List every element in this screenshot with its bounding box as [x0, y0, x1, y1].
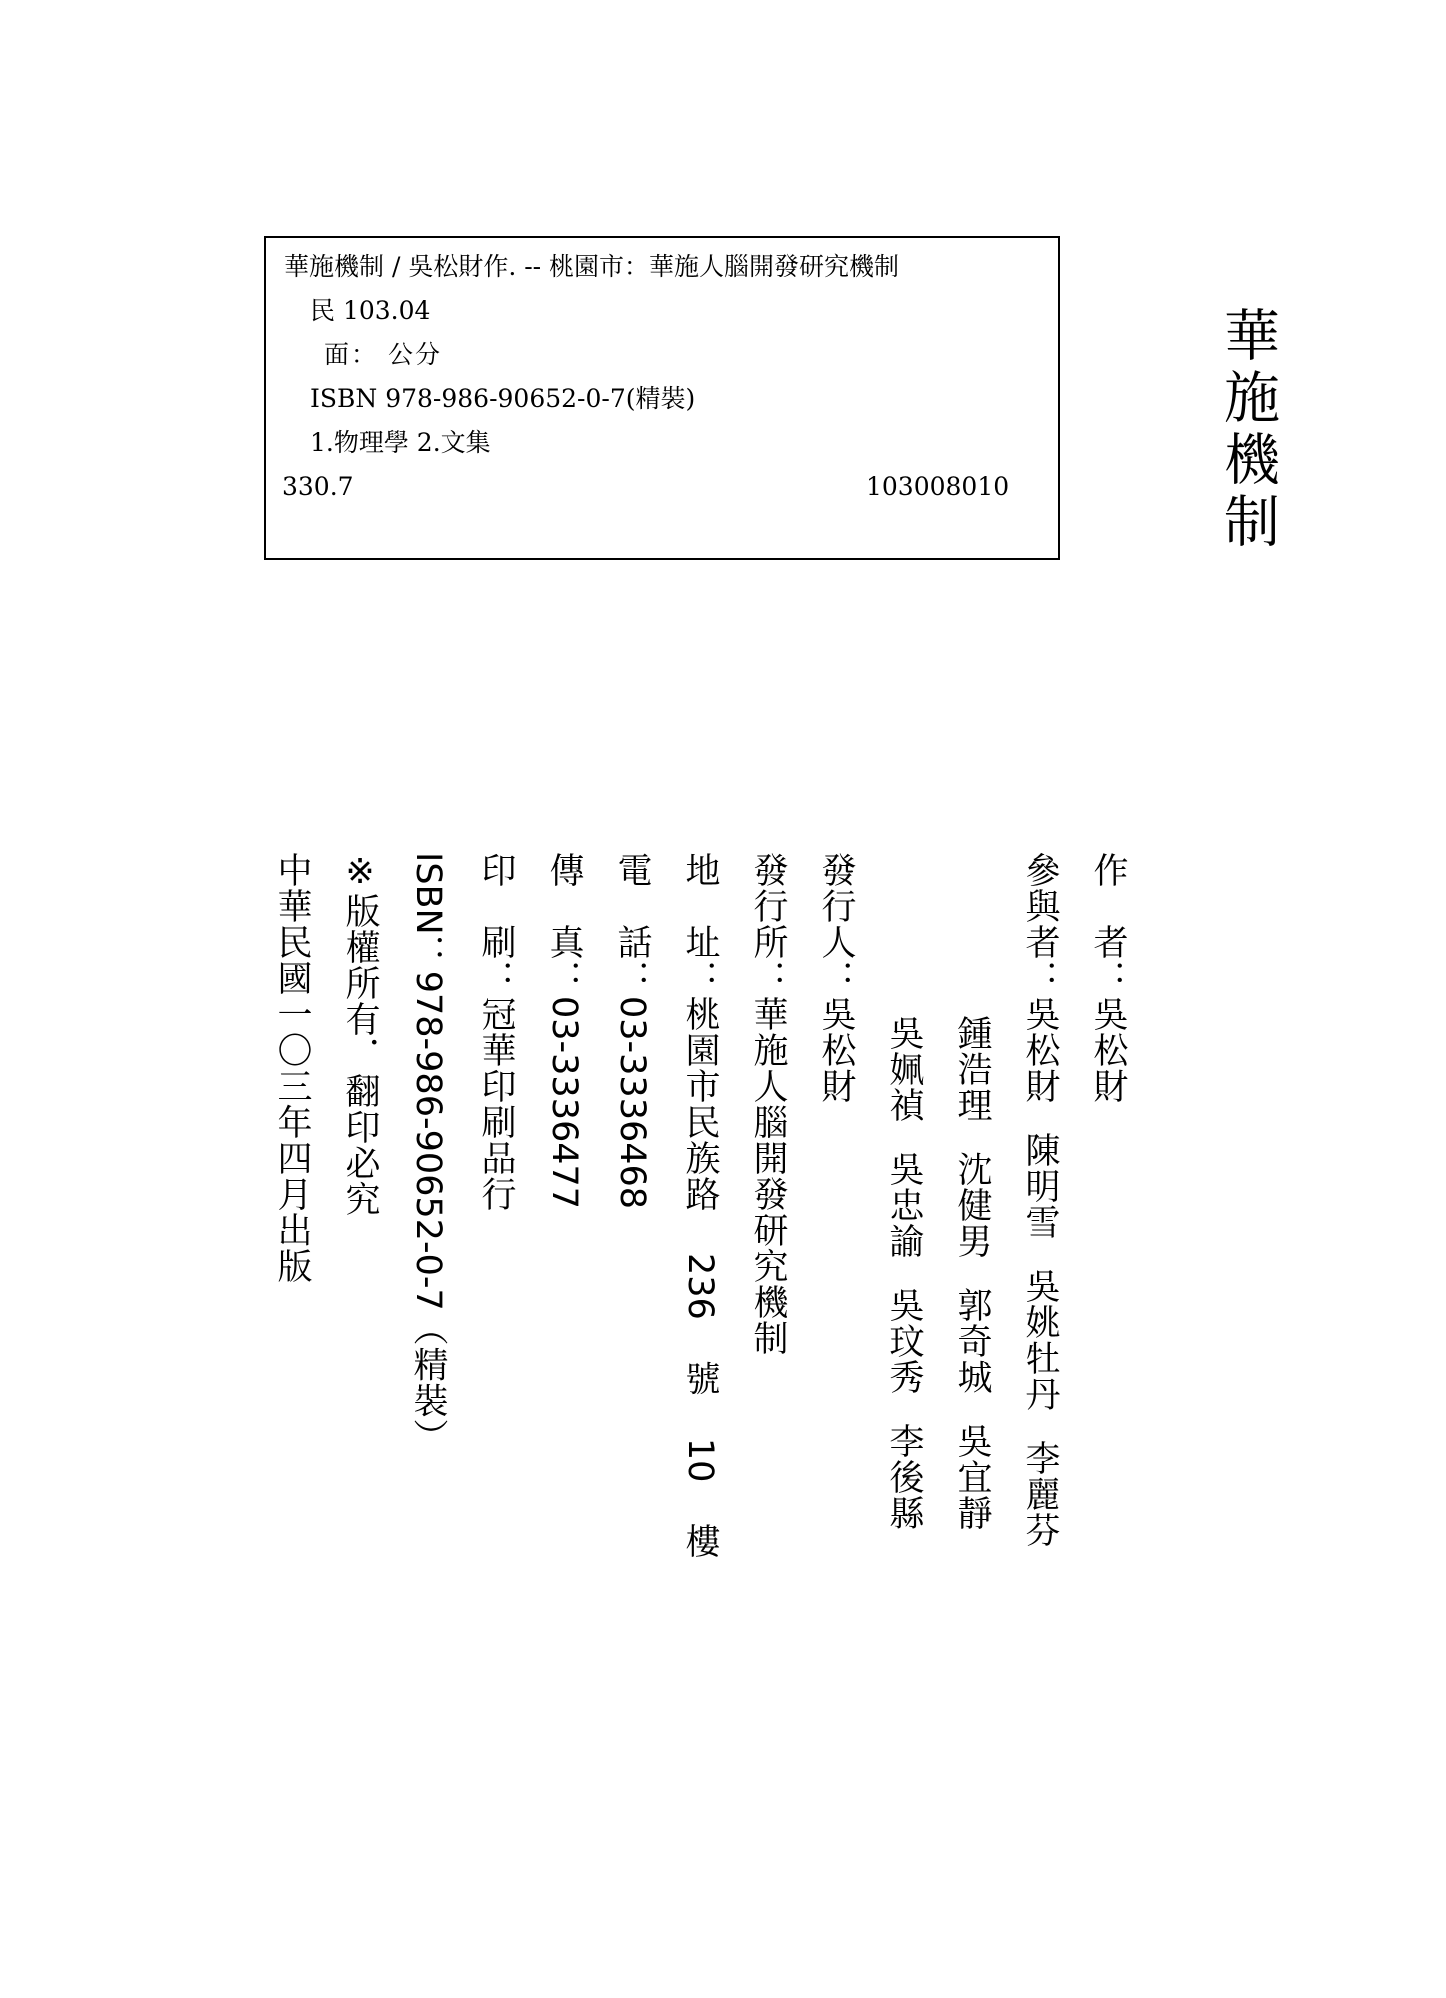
- isbn-number: 978-986-90652-0-7: [408, 970, 448, 1311]
- participant-name: 吳玟秀: [884, 1287, 924, 1395]
- catalog-record-box: [264, 236, 1060, 560]
- publication-date-column: [266, 852, 318, 1284]
- copyright-notice: ※版權所有．翻印必究: [340, 852, 380, 1217]
- fax-label: 傳 真：: [544, 852, 584, 996]
- participants-column-1: [1014, 852, 1066, 1548]
- author-name: 吳松財: [1088, 996, 1128, 1104]
- participants-label: 參與者：: [1020, 852, 1060, 996]
- address-column: [674, 852, 726, 1559]
- publisher-person-column: [810, 852, 862, 1104]
- printer-name: 冠華印刷品行: [476, 996, 516, 1212]
- participant-name: 吳姵禎: [884, 1015, 924, 1123]
- address-floor-suffix: 樓: [680, 1523, 720, 1560]
- participant-name: 吳宜靜: [952, 1423, 992, 1531]
- book-title: 華施機制: [1215, 306, 1280, 554]
- fax-column: [538, 852, 590, 1209]
- printer-label: 印 刷：: [476, 852, 516, 996]
- participants-column-3: [878, 1015, 930, 1531]
- address-label: 地 址：: [680, 852, 720, 996]
- isbn-separator: ：: [408, 934, 448, 971]
- catalog-isbn-line: ISBN 978-986-90652-0-7(精裝): [310, 384, 696, 413]
- catalog-subject-line: 1.物理學 2.文集: [310, 428, 491, 457]
- address-number: 236: [680, 1253, 720, 1320]
- publisher-label: 發行所：: [748, 852, 788, 996]
- printer-column: [470, 852, 522, 1212]
- publisher-name: 華施人腦開發研究機制: [748, 996, 788, 1356]
- participant-name: 郭奇城: [952, 1287, 992, 1395]
- address-floor: 10: [680, 1437, 720, 1483]
- isbn-binding-note: （精裝）: [408, 1310, 448, 1455]
- phone-column: [606, 852, 658, 1209]
- publisher-person-name: 吳松財: [816, 996, 856, 1104]
- catalog-size-line: 面： 公分: [324, 340, 442, 369]
- publisher-person-label: 發行人：: [816, 852, 856, 996]
- participants-column-2: [946, 1015, 998, 1531]
- author-column: [1082, 852, 1134, 1104]
- publisher-column: [742, 852, 794, 1356]
- catalog-classification: 330.7: [282, 472, 354, 501]
- catalog-record-number: 103008010: [866, 472, 1010, 501]
- participant-name: 鍾浩理: [952, 1015, 992, 1123]
- address-street: 桃園市民族路: [680, 996, 720, 1212]
- isbn-column: [402, 852, 454, 1455]
- participant-name: 吳姚牡丹: [1020, 1268, 1060, 1412]
- isbn-label: ISBN: [408, 852, 448, 935]
- fax-number: 03-3336477: [544, 996, 584, 1210]
- participant-name: 李後縣: [884, 1423, 924, 1531]
- participant-name: 吳忠諭: [884, 1151, 924, 1259]
- publication-date: 中華民國一〇三年四月出版: [272, 852, 312, 1284]
- participant-name: 陳明雪: [1020, 1132, 1060, 1240]
- phone-number: 03-3336468: [612, 996, 652, 1210]
- participant-name: 吳松財: [1020, 996, 1060, 1104]
- author-label: 作 者：: [1088, 852, 1128, 996]
- copyright-column: [334, 852, 386, 1217]
- participant-name: 李麗芬: [1020, 1440, 1060, 1548]
- catalog-date-line: 民 103.04: [310, 296, 431, 325]
- phone-label: 電 話：: [612, 852, 652, 996]
- catalog-title-line: 華施機制 / 吳松財作. -- 桃園市：華施人腦開發研究機制: [284, 252, 900, 281]
- participant-name: 沈健男: [952, 1151, 992, 1259]
- address-number-suffix: 號: [680, 1360, 720, 1397]
